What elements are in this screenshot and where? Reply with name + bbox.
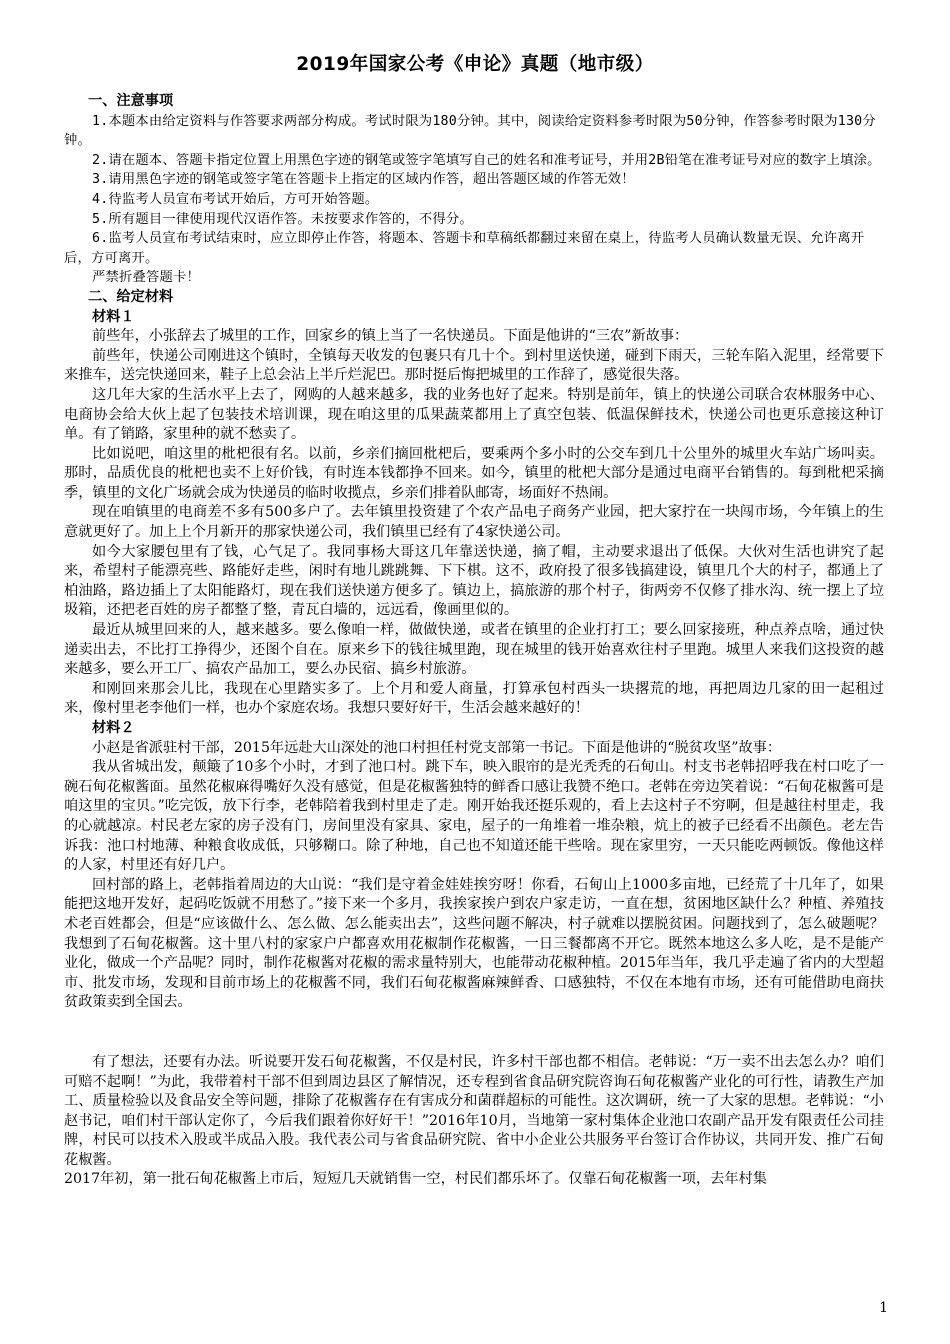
notice-item: 6.监考人员宣布考试结束时，应立即停止作答，将题本、答题卡和草稿纸都翻过来留在桌上，待监考人员确认数量无误、允许离开后，方可离开。 <box>64 231 865 266</box>
notice-item: 5.所有题目一律使用现代汉语作答。未按要求作答的，不得分。 <box>92 211 473 227</box>
material-2-label: 材料２ <box>92 720 135 736</box>
section-heading-materials: 二、给定材料 <box>88 288 174 305</box>
notice-item: 4.待监考人员宣布考试开始后，方可开始答题。 <box>92 191 379 207</box>
notice-item: 1.本题本由给定资料与作答要求两部分构成。考试时限为180分钟。其中，阅读给定资料参考时限为50分钟，作答参考时限为130分钟。 <box>64 113 876 149</box>
material-1-label: 材料１ <box>92 308 135 325</box>
material-2-paragraph: 2017年初，第一批石甸花椒酱上市后，短短几天就销售一空，村民们都乐坏了。仅靠石甸花椒酱一项，去年村集 <box>64 1171 767 1188</box>
material-1-paragraph: 现在咱镇里的电商差不多有500多户了。去年镇里投资建了个农产品电子商务产业园，把大家拧在一块闯市场，今年镇上的生意就更好了。加上上个月新开的那家快递公司，我们镇里已经有了4家快递公司。 <box>64 504 884 541</box>
document-body <box>64 92 884 1190</box>
material-1-paragraph: 最近从城里回来的人，越来越多。要么像咱一样，做做快递，或者在镇里的企业打打工；要么回家接班，种点养点啥，通过快递卖出去，不比打工挣得少，还图个自在。原来乡下的钱往城里跑，现在城里的钱开始喜欢往村子里跑。城里人来我们这投资的越来越多，要么开工厂、搞农产品加工，要么办民宿、搞乡村旅游。 <box>64 622 884 678</box>
notice-item: 3.请用黑色字迹的钢笔或签字笔在答题卡上指定的区域内作答，超出答题区域的作答无效！ <box>92 172 635 188</box>
section-heading-notice: 一、注意事项 <box>88 93 174 109</box>
material-2-paragraph: 小赵是省派驻村干部，2015年远赴大山深处的池口村担任村党支部第一书记。下面是他讲的“脱贫攻坚”故事： <box>92 739 782 756</box>
material-1-paragraph: 比如说吧，咱这里的枇杷很有名。以前，乡亲们摘回枇杷后，要乘两个多小时的公交车到几十公里外的城里火车站广场叫卖。那时，品质优良的枇杷也卖不上好价钱，有时连本钱都挣不回来。如今，镇里的枇杷大部分是通过电商平台销售的。每到枇杷采摘季，镇里的文化广场就会成为快递员的临时收揽点，乡亲们排着队邮寄，场面好不热闹。 <box>64 445 884 501</box>
material-1-paragraph: 这几年大家的生活水平上去了，网购的人越来越多，我的业务也好了起来。特别是前年，镇上的快递公司联合农林服务中心、电商协会给大伙上起了包装技术培训课，现在咱这里的瓜果蔬菜都用上了真空包装、低温保鲜技术，快递公司也更乐意接这种订单。有了销路，家里种的就不愁卖了。 <box>64 386 884 443</box>
page-number: 1 <box>879 1300 888 1316</box>
material-1-paragraph: 前些年，快递公司刚进这个镇时，全镇每天收发的包裹只有几十个。到村里送快递，碰到下雨天，三轮车陷入泥里，经常要下来推车，送完快递回来，鞋子上总会沾上半斤烂泥巴。那时挺后悔把城里的工作辞了，感觉很失落。 <box>64 347 884 384</box>
material-1-paragraph: 前些年，小张辞去了城里的工作，回家乡的镇上当了一名快递员。下面是他讲的“三农”新故事： <box>92 328 689 345</box>
paragraph-gap <box>64 1013 884 1053</box>
material-1-paragraph: 和刚回来那会儿比，我现在心里踏实多了。上个月和爱人商量，打算承包村西头一块撂荒的地，再把周边几家的田一起租过来，像村里老李他们一样，也办个家庭农场。我想只要好好干，生活会越来越好的！ <box>64 680 884 717</box>
notice-warning: 严禁折叠答题卡！ <box>92 270 200 286</box>
notice-item: 2.请在题本、答题卡指定位置上用黑色字迹的钢笔或签字笔填写自己的姓名和准考证号，并用2B铅笔在准考证号对应的数字上填涂。 <box>92 152 881 168</box>
material-2-paragraph: 回村部的路上，老韩指着周边的大山说：“我们是守着金娃娃挨穷呀！你看，石甸山上1000多亩地，已经荒了十几年了，如果能把这地开发好，起码吃饭就不用愁了。”接下来一个多月，我挨家挨户到农户家走访，一直在想，贫困地区缺什么？种植、养殖技术老百姓都会，但是“应该做什么、怎么做、怎么能卖出去”，这些问题不解决，村子就难以摆脱贫困。问题找到了，怎么破题呢？我想到了石甸花椒酱。这十里八村的家家户户都喜欢用花椒制作花椒酱，一日三餐都离不开它。既然本地这么多人吃，是不是能产业化，做成一个产品呢？同时，制作花椒酱对花椒的需求量特别大，也能带动花椒种植。2015年当年，我几乎走遍了省内的大型超市、批发市场，发现和目前市场上的花椒酱不同，我们石甸花椒酱麻辣鲜香、口感独特，不仅在本地有市场，还有可能借助电商扶贫政策卖到全国去。 <box>64 876 884 1011</box>
material-1-paragraph: 如今大家腰包里有了钱，心气足了。我同事杨大哥这几年靠送快递，摘了帽，主动要求退出了低保。大伙对生活也讲究了起来，希望村子能漂亮些、路能好走些，闲时有地儿跳跳舞、下下棋。这不，政府投了很多钱搞建设，镇里几个大的村子，都通上了柏油路，路边插上了太阳能路灯，现在我们送快递方便多了。镇边上，搞旅游的那个村子，街两旁不仅修了排水沟、统一摆上了垃圾箱，还把老百姓的房子都整了整，青瓦白墙的，远远看，像画里似的。 <box>64 543 884 619</box>
material-2-paragraph: 我从省城出发，颠簸了10多个小时，才到了池口村。跳下车，映入眼帘的是光秃秃的石甸山。村支书老韩招呼我在村口吃了一碗石甸花椒酱面。虽然花椒麻得嘴好久没有感觉，但是花椒酱独特的鲜香口感让我赞不绝口。老韩在旁边笑着说：“石甸花椒酱可是咱这里的宝贝。”吃完饭，放下行李，老韩陪着我到村里走了走。刚开始我还挺乐观的，看上去这村子不穷啊，但是越往村里走，我的心就越凉。村民老左家的房子没有门，房间里没有家具、家电，屋子的一角堆着一堆杂粮，炕上的被子已经看不出颜色。老左告诉我：池口村地薄、种粮食收成低，只够糊口。除了种地，自己也不知道还能干些啥。现在家里穷，一天只能吃两顿饭。像他这样的人家，村里还有好几户。 <box>64 759 884 874</box>
page-title: 2019年国家公考《申论》真题（地市级） <box>296 54 654 75</box>
material-2-paragraph: 有了想法，还要有办法。听说要开发石甸花椒酱，不仅是村民，许多村干部也都不相信。老韩说：“万一卖不出去怎么办？咱们可赔不起啊！”为此，我带着村干部不但到周边县区了解情况，还专程到省食品研究院咨询石甸花椒酱产业化的可行性，请教生产加工、质量检验以及食品安全等问题，排除了花椒酱存在有害成分和菌群超标的可能性。这次调研，统一了大家的思想。老韩说：“小赵书记，咱们村干部认定你了，今后我们跟着你好好干！”2016年10月，当地第一家村集体企业池口农副产品开发有限责任公司挂牌，村民可以技术入股或半成品入股。我代表公司与省食品研究院、省中小企业公共服务平台签订合作协议，共同开发、推广石甸花椒酱。 <box>64 1053 884 1168</box>
